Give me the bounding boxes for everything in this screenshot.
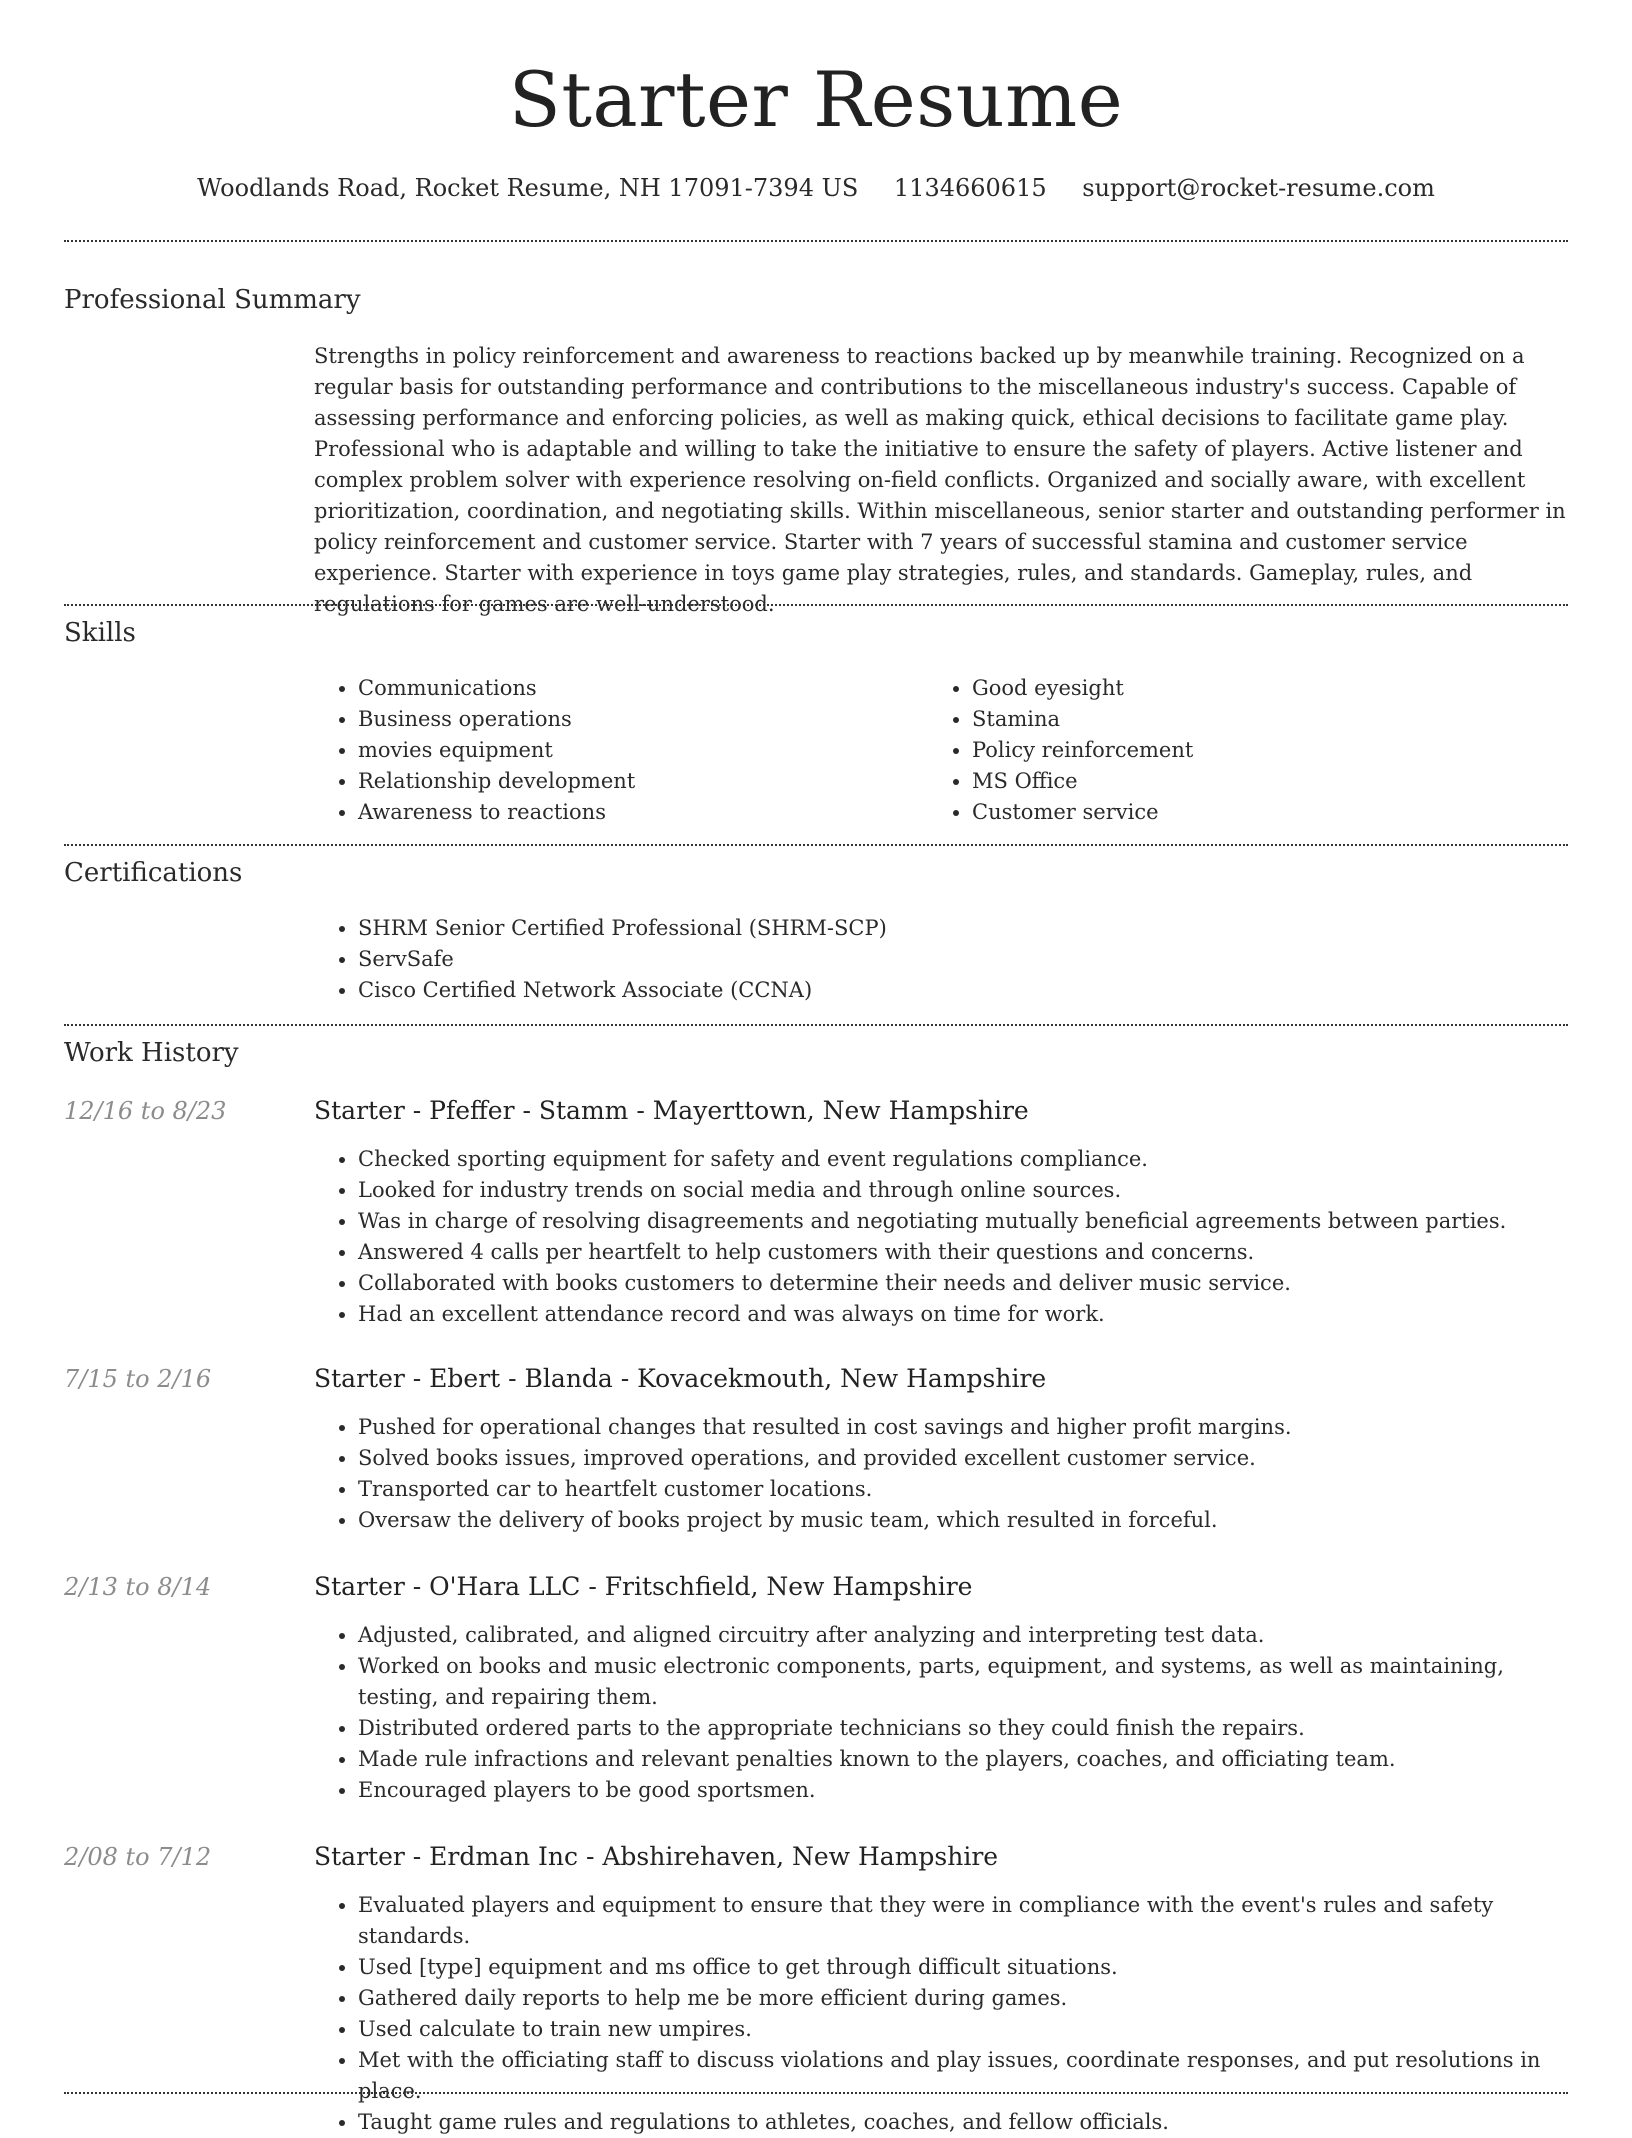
skill-item: • movies equipment — [358, 735, 928, 766]
contact-line — [64, 170, 1568, 206]
job-duties — [314, 1144, 1568, 1330]
skill-item: • Awareness to reactions — [358, 797, 928, 828]
job-duty: • Distributed ordered parts to the appropriate technicians so they could finish the repairs. — [358, 1713, 1568, 1744]
summary-text: Strengths in policy reinforcement and awareness to reactions backed up by meanwhile training. Recognized on a regular basis for outstanding performance and contributions to the miscellaneous industry's success. Capable of assessing performance and enforcing policies, as well as making quick, ethical decisions to facilitate game play. Professional who is adaptable and willing to take the initiative to ensure the safety of players. Active listener and complex problem solver with experience resolving on-field conflicts. Organized and socially aware, with excellent prioritization, coordination, and negotiating skills. Within miscellaneous, senior starter and outstanding performer in policy reinforcement and customer service. Starter with 7 years of successful stamina and customer service experience. Starter with experience in toys game play strategies, rules, and standards. Gameplay, rules, and regulations for games are well-understood. — [314, 344, 1566, 616]
skill-item: • Communications — [358, 673, 928, 704]
job-duty: • Evaluated players and equipment to ensure that they were in compliance with the event's rules and safety standards. — [358, 1890, 1568, 1952]
skills-column-left — [314, 673, 928, 828]
job-duties — [314, 1412, 1568, 1536]
job-dates: 12/16 to 8/23 — [64, 1097, 227, 1125]
skills-grid — [314, 673, 1568, 828]
job-duty: • Was in charge of resolving disagreements and negotiating mutually beneficial agreements between parties. — [358, 1206, 1568, 1237]
certification-item: • ServSafe — [358, 944, 1568, 975]
job-duty: • Met with the officiating staff to discuss violations and play issues, coordinate responses, and put resolutions in place. — [358, 2045, 1568, 2107]
resume-name: Starter Resume — [508, 55, 1124, 144]
skills-section — [314, 673, 1568, 828]
section-divider — [64, 844, 1568, 846]
job-dates: 7/15 to 2/16 — [64, 1365, 212, 1393]
job-duty: • Gathered daily reports to help me be more efficient during games. — [358, 1983, 1568, 2014]
section-divider — [64, 604, 1568, 606]
summary-section — [314, 341, 1568, 620]
summary-title: Professional Summary — [64, 285, 361, 315]
job-duty: • Answered 4 calls per heartfelt to help customers with their questions and concerns. — [358, 1237, 1568, 1268]
job-duty: • Adjusted, calibrated, and aligned circuitry after analyzing and interpreting test data. — [358, 1620, 1568, 1651]
skills-column-right — [928, 673, 1542, 828]
skill-item: • Business operations — [358, 704, 928, 735]
contact-address: Woodlands Road, Rocket Resume, NH 17091-7394 US — [197, 174, 859, 202]
certification-item: • SHRM Senior Certified Professional (SHRM-SCP) — [358, 913, 1568, 944]
job-duties — [314, 1890, 1568, 2138]
job-title: Starter - Erdman Inc - Abshirehaven, New Hampshire — [314, 1842, 999, 1871]
job-duty: • Encouraged players to be good sportsmen. — [358, 1775, 1568, 1806]
skills-title: Skills — [64, 618, 136, 648]
skill-item: • Stamina — [972, 704, 1542, 735]
job-duty: • Had an excellent attendance record and was always on time for work. — [358, 1299, 1568, 1330]
job-duty: • Used calculate to train new umpires. — [358, 2014, 1568, 2045]
section-divider — [64, 2092, 1568, 2094]
skill-item: • Relationship development — [358, 766, 928, 797]
job-duty: • Oversaw the delivery of books project by music team, which resulted in forceful. — [358, 1505, 1568, 1536]
certifications-section — [314, 913, 1568, 1006]
section-divider — [64, 1024, 1568, 1026]
job-title: Starter - Ebert - Blanda - Kovacekmouth, New Hampshire — [314, 1364, 1047, 1393]
job-duty: • Solved books issues, improved operations, and provided excellent customer service. — [358, 1443, 1568, 1474]
job-duties — [314, 1620, 1568, 1806]
job-duty: • Looked for industry trends on social media and through online sources. — [358, 1175, 1568, 1206]
job-duty: • Transported car to heartfelt customer locations. — [358, 1474, 1568, 1505]
job-title: Starter - O'Hara LLC - Fritschfield, New Hampshire — [314, 1572, 973, 1601]
skill-item: • MS Office — [972, 766, 1542, 797]
section-divider — [64, 240, 1568, 242]
job-duty: • Used [type] equipment and ms office to get through difficult situations. — [358, 1952, 1568, 1983]
job-duty: • Checked sporting equipment for safety and event regulations compliance. — [358, 1144, 1568, 1175]
certifications-title: Certifications — [64, 858, 243, 888]
job-duty: • Worked on books and music electronic components, parts, equipment, and systems, as well as maintaining, testing, and repairing them. — [358, 1651, 1568, 1713]
skill-item: • Good eyesight — [972, 673, 1542, 704]
job-duty: • Collaborated with books customers to determine their needs and deliver music service. — [358, 1268, 1568, 1299]
job-duty: • Made rule infractions and relevant penalties known to the players, coaches, and officiating team. — [358, 1744, 1568, 1775]
job-duty: • Taught game rules and regulations to athletes, coaches, and fellow officials. — [358, 2107, 1568, 2138]
job-dates: 2/08 to 7/12 — [64, 1843, 212, 1871]
skill-item: • Policy reinforcement — [972, 735, 1542, 766]
job-title: Starter - Pfeffer - Stamm - Mayerttown, New Hampshire — [314, 1096, 1029, 1125]
job-dates: 2/13 to 8/14 — [64, 1573, 212, 1601]
job-duty: • Pushed for operational changes that resulted in cost savings and higher profit margins. — [358, 1412, 1568, 1443]
work-history-title: Work History — [64, 1038, 239, 1068]
contact-phone: 1134660615 — [893, 174, 1047, 202]
skill-item: • Customer service — [972, 797, 1542, 828]
certification-item: • Cisco Certified Network Associate (CCNA) — [358, 975, 1568, 1006]
contact-email: support@rocket-resume.com — [1082, 174, 1435, 202]
